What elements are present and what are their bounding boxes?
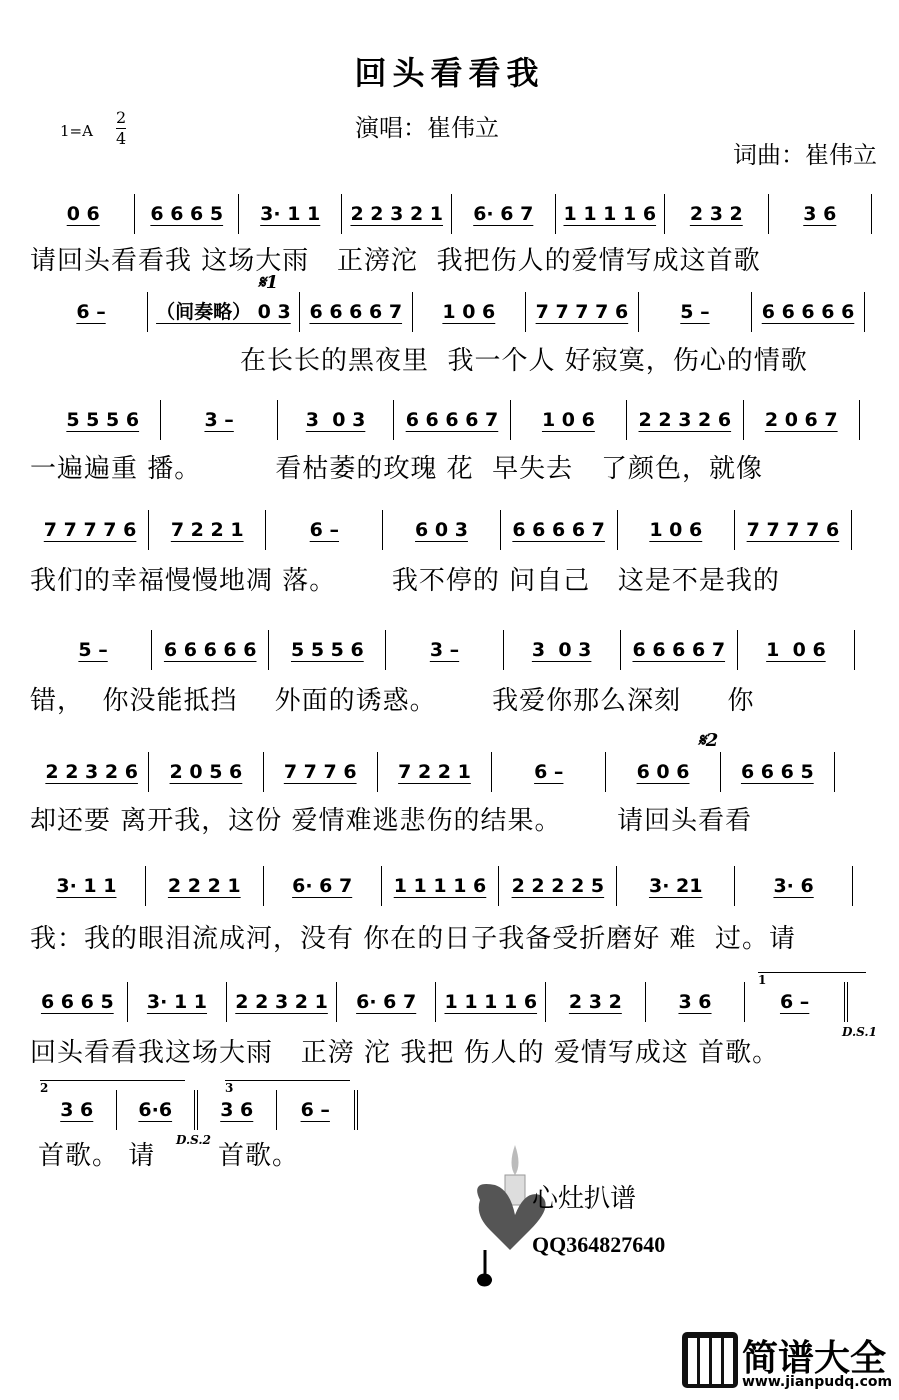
lyrics-line: 请回头看看我 这场大雨 正滂沱 我把伤人的爱情写成这首歌 bbox=[30, 246, 761, 276]
measure: （间奏略） 0 3 bbox=[148, 292, 300, 332]
measure: 1 0 6 bbox=[511, 400, 627, 440]
site-url: www.jianpudq.com bbox=[742, 1374, 893, 1390]
notation-row bbox=[32, 192, 872, 236]
measure: 1 0 6 bbox=[413, 292, 526, 332]
segno-2: 𝄋2 bbox=[698, 730, 719, 751]
measure: 6 6 6 5 bbox=[135, 194, 238, 234]
piano-icon bbox=[680, 1330, 740, 1390]
measure: 6 6 6 6 7 bbox=[394, 400, 510, 440]
measure: 5 – bbox=[35, 630, 152, 670]
measure: 3· 21 bbox=[617, 866, 735, 906]
measure: 2 2 2 1 bbox=[146, 866, 264, 906]
singer: 演唱：崔伟立 bbox=[355, 114, 499, 142]
measure: 5 5 5 6 bbox=[45, 400, 161, 440]
candle-heart-icon bbox=[470, 1140, 550, 1290]
lyrics-line: 我们的幸福慢慢地凋 落。 我不停的 问自己 这是不是我的 bbox=[30, 566, 780, 596]
measure: 3 – bbox=[386, 630, 503, 670]
measure: 5 5 5 6 bbox=[269, 630, 386, 670]
measure: 6 – bbox=[492, 752, 606, 792]
song-title: 回头看看我 bbox=[354, 54, 545, 92]
time-signature bbox=[116, 108, 126, 149]
measure: 6 – bbox=[277, 1090, 359, 1130]
measure: 3· 1 1 bbox=[239, 194, 342, 234]
volta-2: 2 bbox=[40, 1080, 185, 1091]
measure: 3 – bbox=[161, 400, 277, 440]
measure: 2 2 3 2 6 bbox=[35, 752, 149, 792]
site-logo bbox=[680, 1330, 895, 1396]
measure: 2 2 3 2 1 bbox=[227, 982, 337, 1022]
key-signature: 1=A bbox=[60, 122, 93, 140]
measure: 3 0 3 bbox=[278, 400, 394, 440]
measure: 3· 1 1 bbox=[28, 866, 146, 906]
measure: 3 6 bbox=[198, 1090, 277, 1130]
measure: 6· 6 7 bbox=[337, 982, 437, 1022]
measure: 2 3 2 bbox=[665, 194, 768, 234]
measure: 6 6 6 6 6 bbox=[752, 292, 865, 332]
watermark-text: 心灶扒谱 bbox=[532, 1184, 637, 1214]
measure: 6· 6 7 bbox=[452, 194, 555, 234]
lyrics-line: 回头看看我这场大雨 正滂 沱 我把 伤人的 爱情写成这 首歌。 bbox=[30, 1038, 780, 1068]
measure: 2 2 3 2 6 bbox=[627, 400, 743, 440]
lyrics-line: 我：我的眼泪流成河，没有 你在的日子我备受折磨好 难 过。请 bbox=[30, 924, 797, 954]
time-sig-bottom: 4 bbox=[116, 129, 127, 148]
measure: 3· 6 bbox=[735, 866, 853, 906]
measure: 7 7 7 7 6 bbox=[32, 510, 149, 550]
notation-row bbox=[32, 508, 852, 552]
measure: 6·6 bbox=[117, 1090, 199, 1130]
measure: 1 1 1 1 6 bbox=[436, 982, 546, 1022]
measure: 6 – bbox=[745, 982, 848, 1022]
measure: 6 6 6 5 bbox=[721, 752, 835, 792]
notation-row bbox=[28, 864, 853, 908]
ds-2: D.S.2 bbox=[176, 1133, 211, 1147]
segno-1: 𝄋1 bbox=[258, 272, 279, 293]
measure: 6 6 6 6 6 bbox=[152, 630, 269, 670]
notation-row bbox=[45, 398, 860, 442]
measure: 6 6 6 6 7 bbox=[300, 292, 413, 332]
measure: 7 7 7 7 6 bbox=[526, 292, 639, 332]
measure: 1 1 1 1 6 bbox=[556, 194, 666, 234]
measure: 3 6 bbox=[769, 194, 872, 234]
time-sig-top: 2 bbox=[116, 108, 127, 127]
measure: 3 6 bbox=[646, 982, 746, 1022]
lyrics-line: 在长长的黑夜里 我一个人 好寂寞，伤心的情歌 bbox=[240, 346, 808, 376]
measure: 2 2 2 2 5 bbox=[499, 866, 617, 906]
measure: 3 0 3 bbox=[504, 630, 621, 670]
ds-1: D.S.1 bbox=[842, 1025, 877, 1039]
measure: 6 6 6 6 7 bbox=[621, 630, 738, 670]
measure: 6 0 6 bbox=[606, 752, 720, 792]
measure: 2 2 3 2 1 bbox=[342, 194, 452, 234]
lyrics-line: 错， 你没能抵挡 外面的诱惑。 我爱你那么深刻 你 bbox=[30, 686, 755, 716]
measure: 6 0 3 bbox=[383, 510, 500, 550]
volta-1: 1 bbox=[758, 972, 866, 983]
measure: 6 6 6 6 7 bbox=[501, 510, 618, 550]
measure: 7 7 7 6 bbox=[264, 752, 378, 792]
measure: 3· 1 1 bbox=[128, 982, 228, 1022]
measure: 6· 6 7 bbox=[264, 866, 382, 906]
notation-row bbox=[38, 1088, 358, 1132]
watermark-qq: QQ364827640 bbox=[532, 1232, 666, 1257]
lyrics-line: 一遍遍重 播。 看枯萎的玫瑰 花 早失去 了颜色，就像 bbox=[30, 454, 763, 484]
measure: 2 3 2 bbox=[546, 982, 646, 1022]
measure: 1 0 6 bbox=[738, 630, 855, 670]
watermark-logo bbox=[470, 1140, 710, 1290]
measure: 6 – bbox=[266, 510, 383, 550]
measure: 2 0 5 6 bbox=[149, 752, 263, 792]
notation-row bbox=[28, 980, 848, 1024]
measure: 1 1 1 1 6 bbox=[382, 866, 500, 906]
lyrics-end-2: 首歌。 bbox=[218, 1141, 300, 1171]
measure: 5 – bbox=[639, 292, 752, 332]
notation-row bbox=[35, 750, 835, 794]
measure: 1 0 6 bbox=[618, 510, 735, 550]
measure: 3 6 bbox=[38, 1090, 117, 1130]
measure: 6 – bbox=[35, 292, 148, 332]
notation-row bbox=[35, 290, 865, 334]
measure: 2 0 6 7 bbox=[744, 400, 860, 440]
measure: 0 6 bbox=[32, 194, 135, 234]
lyrics-end-1: 首歌。 请 bbox=[38, 1141, 156, 1171]
credits: 词曲：崔伟立 bbox=[733, 141, 877, 169]
volta-3: 3 bbox=[225, 1080, 350, 1091]
notation-row bbox=[35, 628, 855, 672]
lyrics-line: 却还要 离开我，这份 爱情难逃悲伤的结果。 请回头看看 bbox=[30, 806, 753, 836]
measure: 6 6 6 5 bbox=[28, 982, 128, 1022]
measure: 7 2 2 1 bbox=[149, 510, 266, 550]
measure: 7 2 2 1 bbox=[378, 752, 492, 792]
site-name: 简谱大全 bbox=[742, 1338, 887, 1379]
measure: 7 7 7 7 6 bbox=[735, 510, 852, 550]
